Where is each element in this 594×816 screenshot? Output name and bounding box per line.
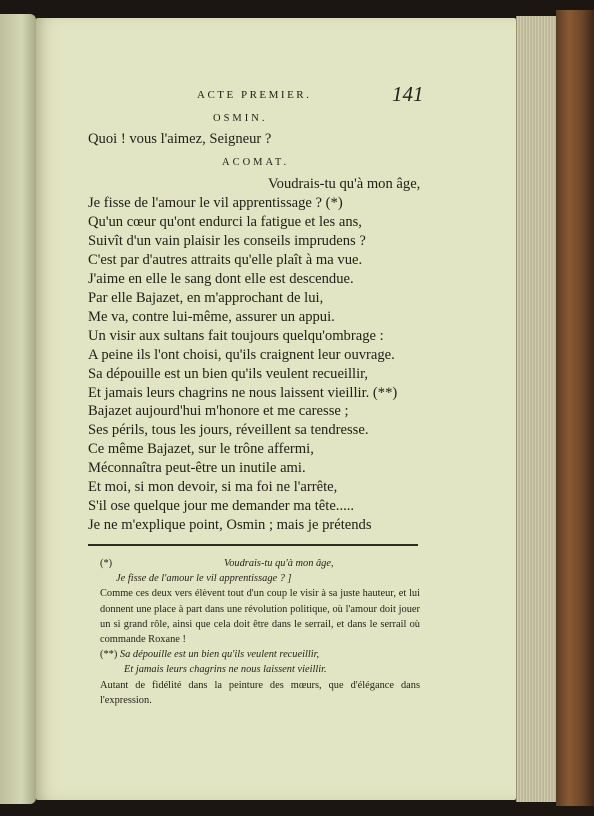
verse-line: Je ne m'explique point, Osmin ; mais je prétends [88,517,372,534]
verse-line: Sa dépouille est un bien qu'ils veulent recueillir, [88,365,369,382]
page-number: 141 [392,82,424,106]
footnote-1-heading [100,556,420,571]
verse-line: Méconnaîtra peut-être un inutile ami. [88,460,306,477]
verse-line: Je fisse de l'amour le vil apprentissage ? (*) [88,195,343,211]
verse-line: Qu'un cœur qu'ont endurci la fatigue et les ans, [88,213,362,230]
verse-line: S'il ose quelque jour me demander ma tête..... [88,498,355,515]
verse-osmin: Quoi ! vous l'aimez, Seigneur ? [88,131,272,147]
footnote-2-mark: (**) [100,649,118,661]
speaker-acomat: ACOMAT. [222,157,290,168]
footnotes [100,556,420,708]
verse-line: Bajazet aujourd'hui m'honore et me caresse ; [88,403,349,420]
verse-acomat-first: Voudrais-tu qu'à mon âge, [268,176,421,192]
speaker-osmin: OSMIN. [213,113,268,124]
verse-line: Par elle Bajazet, en m'approchant de lui, [88,289,324,306]
verse-line: J'aime en elle le sang dont elle est descendue. [88,270,354,287]
footnote-rule [88,544,418,546]
verse-line: Ses périls, tous les jours, réveillent sa tendresse. [88,422,369,439]
verse-line: Et jamais leurs chagrins ne nous laissent vieillir. (**) [88,384,398,401]
verse-line: C'est par d'autres attraits qu'elle plaît à ma vue. [88,251,363,268]
footnote-2-quote-2: Et jamais leurs chagrins ne nous laissent vieillir. [124,664,327,676]
verse-line: Me va, contre lui-même, assurer un appui. [88,308,335,325]
footnote-1-quote-1: Voudrais-tu qu'à mon âge, [224,558,334,569]
footnote-1-mark: (*) [100,558,113,569]
verse-line: Un visir aux sultans fait toujours quelqu'ombrage : [88,327,384,344]
footnote-2-quote-1: Sa dépouille est un bien qu'ils veulent recueillir, [119,649,320,661]
footnote-1-comment: Comme ces deux vers élèvent tout d'un coup le visir à sa juste hauteur, et lui donnent une place à part dans une révolution politique, où l'amour doit jouer un si grand rôle, ainsi que cela doit être dans le serrail, et dans le serrail où commande Roxane ! [100,588,420,646]
footnote-2-comment: Autant de fidélité dans la peinture des mœurs, que d'élégance dans l'expression. [100,679,420,706]
verse-line: Et moi, si mon devoir, si ma foi ne l'arrête, [88,479,338,496]
footnote-2-heading [100,647,420,662]
verse-line: Ce même Bajazet, sur le trône affermi, [88,441,314,458]
facing-page-edge [0,14,36,804]
book-cover-edge [556,10,594,806]
verse-line: A peine ils l'ont choisi, qu'ils craignent leur ouvrage. [88,346,395,363]
running-header: ACTE PREMIER. [197,89,312,101]
page-block-edges [516,16,557,802]
footnote-1-quote-2: Je fisse de l'amour le vil apprentissage ? ] [116,573,292,585]
verse-line: Suivît d'un vain plaisir les conseils imprudens ? [88,232,366,249]
verse-list [88,194,397,535]
